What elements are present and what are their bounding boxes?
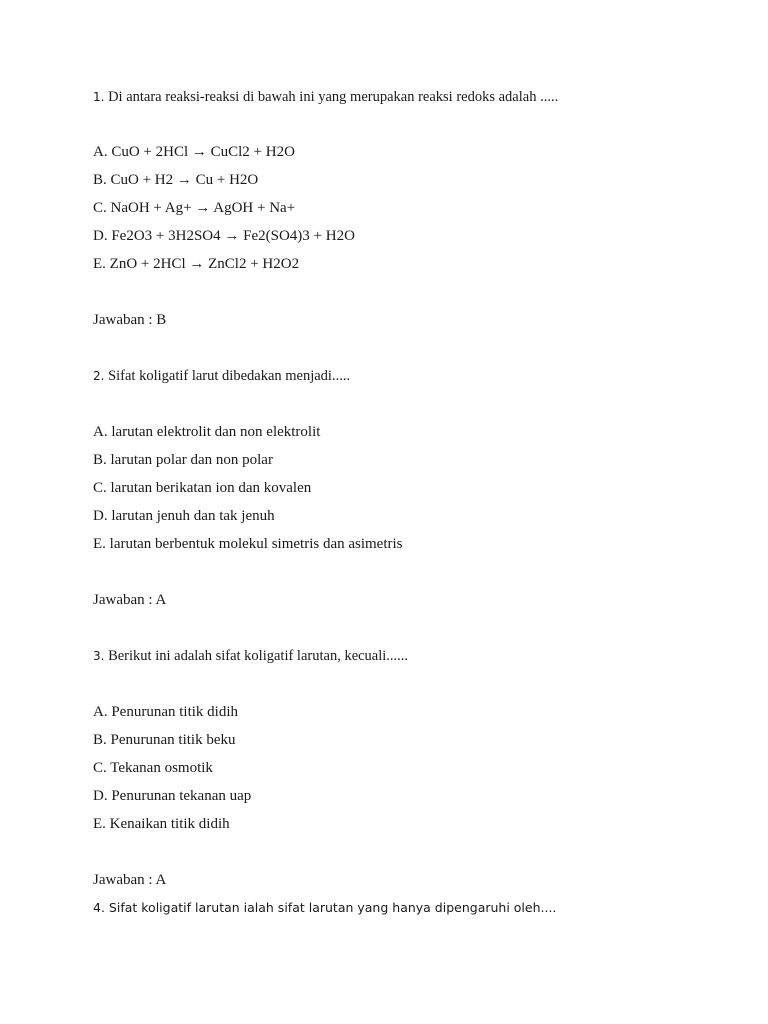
question-number: 3. <box>93 649 105 663</box>
question-number: 4. <box>93 900 105 915</box>
option-e: E. ZnO + 2HCl → ZnCl2 + H2O2 <box>93 256 300 272</box>
question-4 <box>93 899 556 917</box>
option-b: B. Penurunan titik beku <box>93 732 236 748</box>
question-number: 1. <box>93 90 105 104</box>
option-e: E. larutan berbentuk molekul simetris dan asimetris <box>93 536 403 552</box>
question-text: Di antara reaksi-reaksi di bawah ini yang merupakan reaksi redoks adalah ..... <box>108 89 559 105</box>
option-b: B. larutan polar dan non polar <box>93 452 273 468</box>
option-b: B. CuO + H2 → Cu + H2O <box>93 172 259 188</box>
option-c: C. NaOH + Ag+ → AgOH + Na+ <box>93 200 296 216</box>
option-c: C. Tekanan osmotik <box>93 760 213 776</box>
question-text: Berikut ini adalah sifat koligatif larutan, kecuali...... <box>108 648 409 664</box>
question-text: Sifat koligatif larut dibedakan menjadi..... <box>108 368 351 384</box>
question-2 <box>93 367 350 385</box>
option-a: A. CuO + 2HCl → CuCl2 + H2O <box>93 144 295 160</box>
question-1 <box>93 88 558 106</box>
answer: Jawaban : B <box>93 312 167 328</box>
option-d: D. Penurunan tekanan uap <box>93 788 252 804</box>
question-text: Sifat koligatif larutan ialah sifat larutan yang hanya dipengaruhi oleh.... <box>108 900 557 915</box>
option-e: E. Kenaikan titik didih <box>93 816 230 832</box>
option-d: D. larutan jenuh dan tak jenuh <box>93 508 275 524</box>
answer: Jawaban : A <box>93 592 167 608</box>
answer: Jawaban : A <box>93 872 167 888</box>
question-3 <box>93 647 408 665</box>
option-c: C. larutan berikatan ion dan kovalen <box>93 480 312 496</box>
question-number: 2. <box>93 369 105 383</box>
option-a: A. larutan elektrolit dan non elektrolit <box>93 424 321 440</box>
option-d: D. Fe2O3 + 3H2SO4 → Fe2(SO4)3 + H2O <box>93 228 355 244</box>
option-a: A. Penurunan titik didih <box>93 704 238 720</box>
